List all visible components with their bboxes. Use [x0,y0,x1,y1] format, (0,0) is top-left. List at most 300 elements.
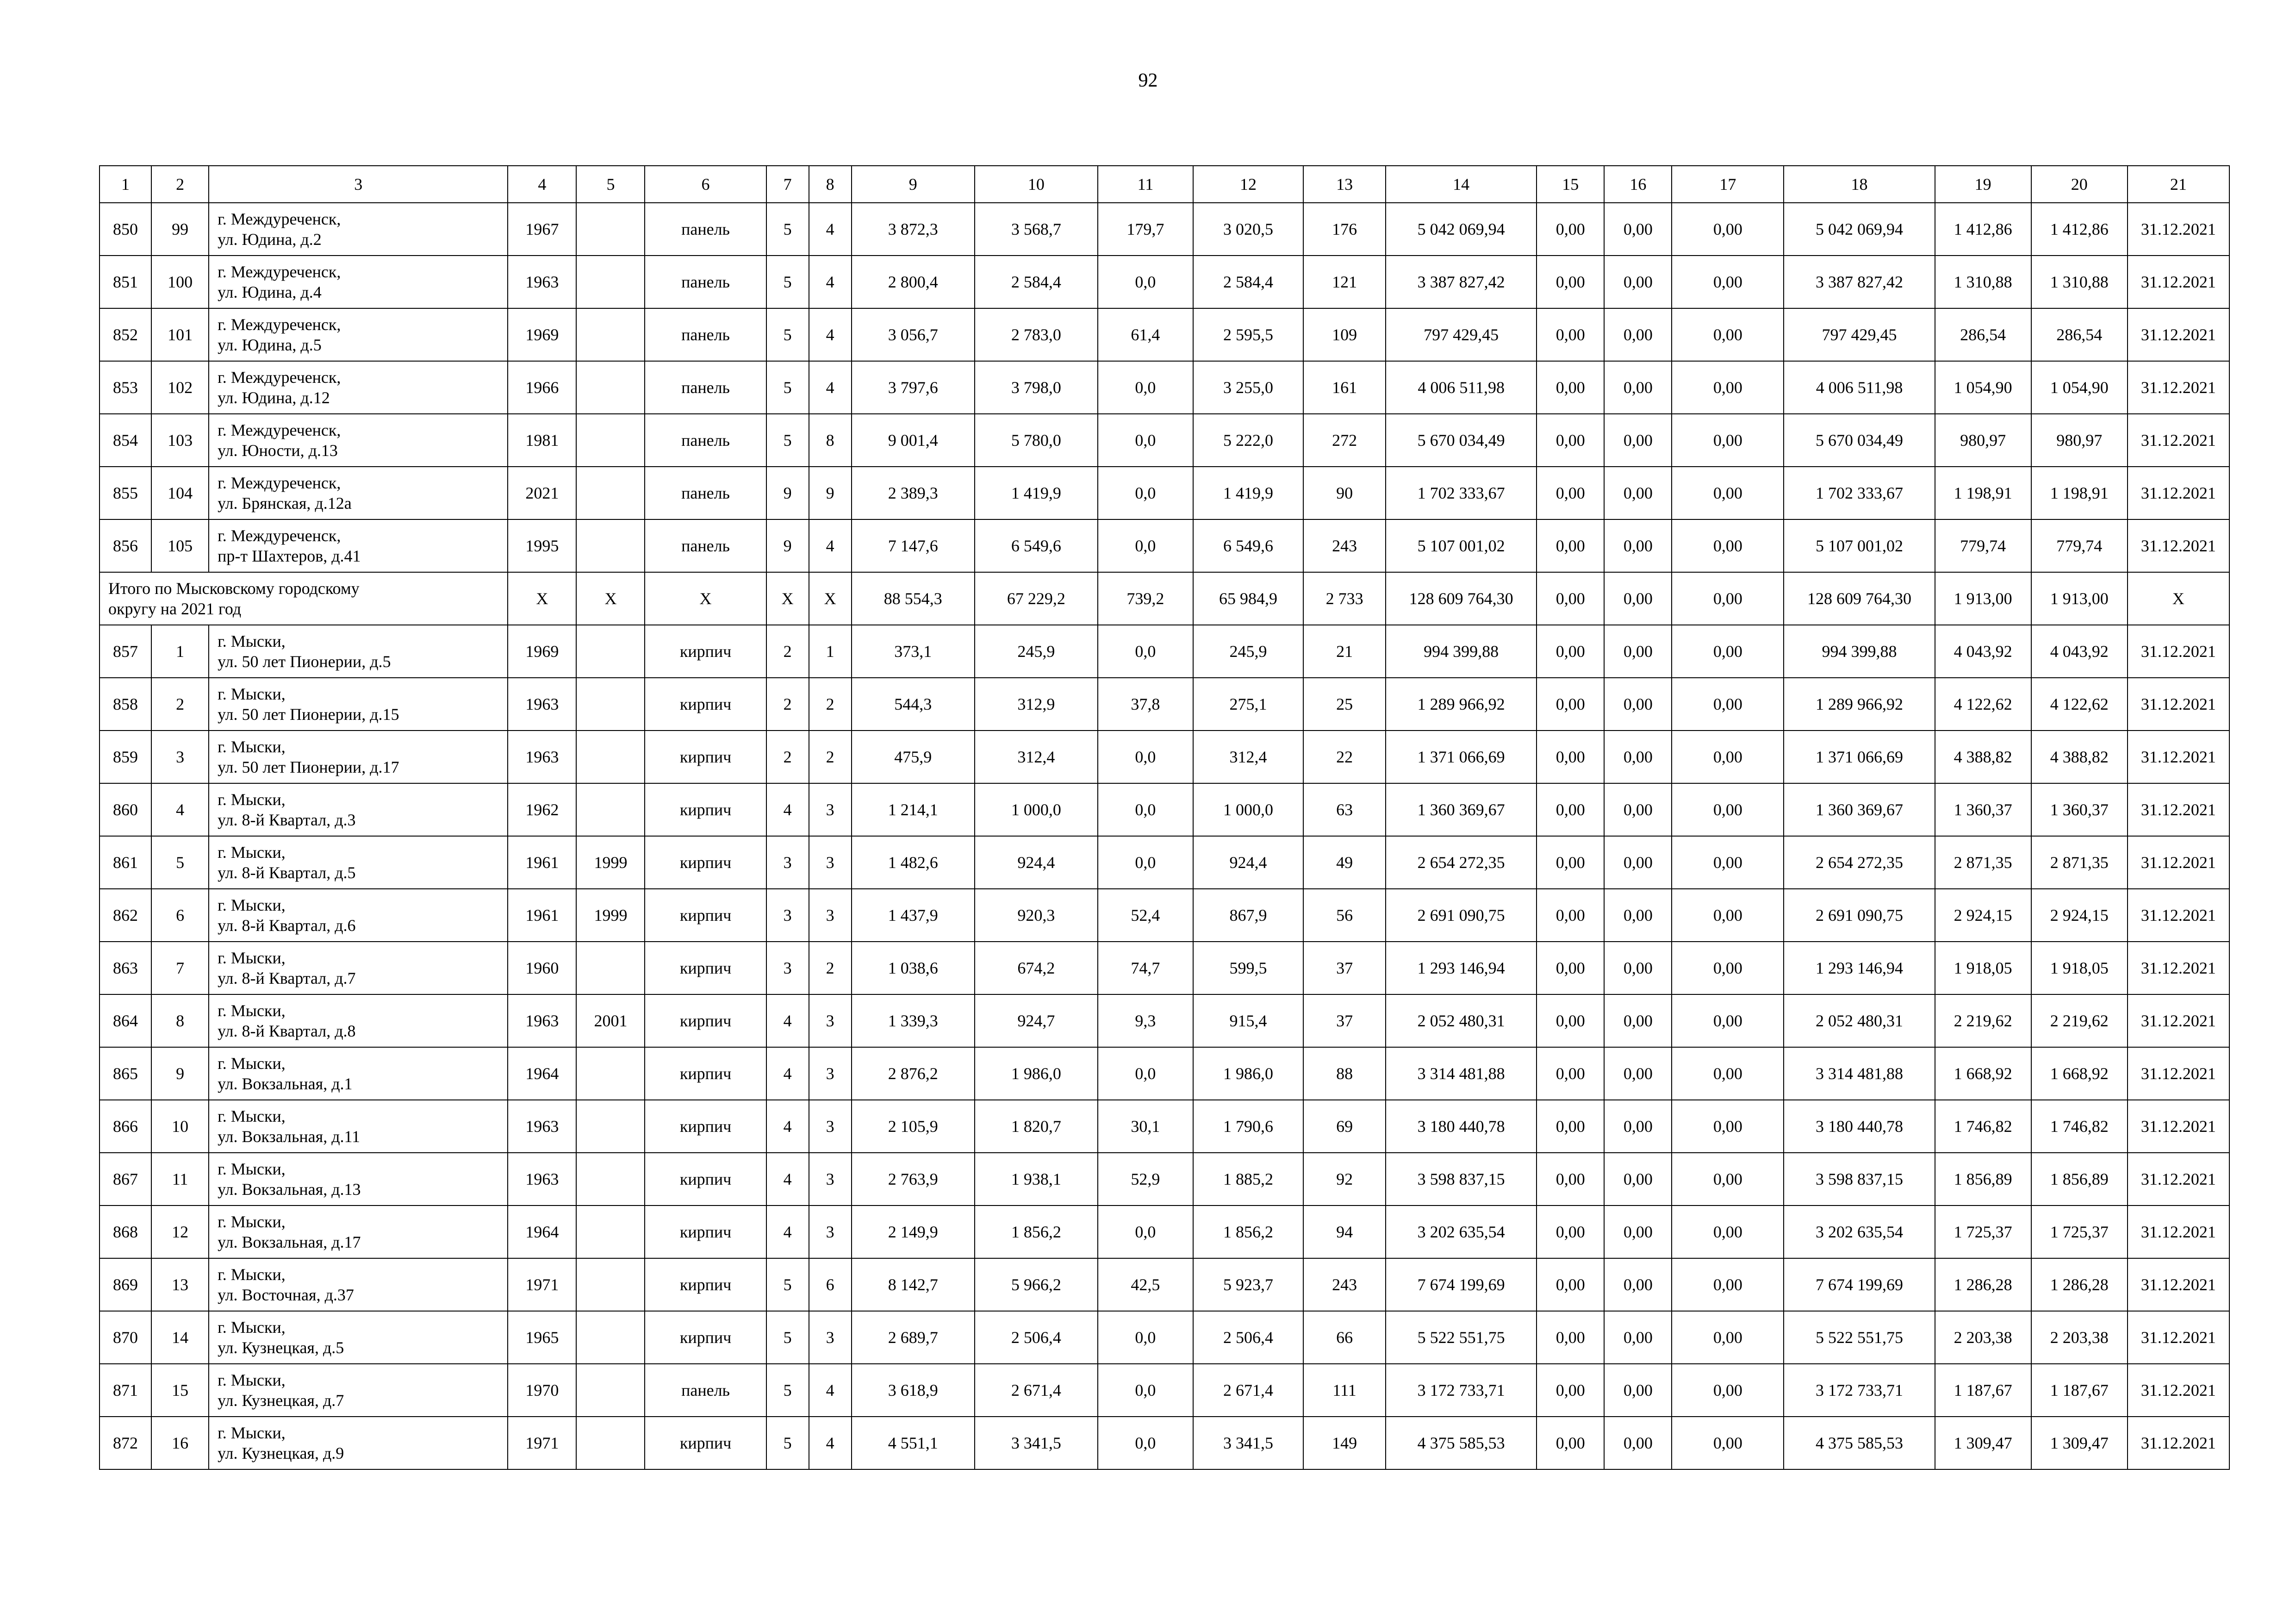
address-cell [209,203,508,256]
row-number-cell: 863 [100,942,151,994]
cell-col-20: 1 746,82 [2031,1100,2128,1153]
cell-col-4: 1970 [508,1364,576,1417]
address-line: г. Междуреченск, [218,368,341,387]
cell-col-20: 779,74 [2031,519,2128,572]
cell-col-20: 4 122,62 [2031,678,2128,731]
cell-col-8: 3 [809,1047,852,1100]
cell-col-14: 3 314 481,88 [1386,1047,1537,1100]
cell-col-21: 31.12.2021 [2128,1417,2229,1469]
cell-col-21: 31.12.2021 [2128,361,2229,414]
table-row [100,414,2229,467]
header-cell: 8 [809,166,852,203]
cell-col-19: 1 746,82 [1935,1100,2031,1153]
cell-col-5 [576,414,645,467]
cell-col-9: 1 038,6 [852,942,975,994]
cell-col-4: 1969 [508,625,576,678]
cell-col-20: 1 310,88 [2031,256,2128,308]
cell-col-10: 920,3 [975,889,1098,942]
cell-col-9: 1 214,1 [852,783,975,836]
cell-col-18: 1 289 966,92 [1784,678,1935,731]
header-cell: 3 [209,166,508,203]
address-cell [209,1047,508,1100]
header-cell: 9 [852,166,975,203]
cell-col-21: 31.12.2021 [2128,678,2229,731]
cell-col-12: 599,5 [1193,942,1303,994]
cell-col-12: 924,4 [1193,836,1303,889]
address-line: г. Мыски, [218,1371,286,1389]
cell-col-15: 0,00 [1537,1100,1604,1153]
cell-col-9: 2 689,7 [852,1311,975,1364]
cell-col-8: 4 [809,256,852,308]
cell-col-7: 9 [766,519,809,572]
cell-col-17: 0,00 [1672,1364,1784,1417]
address-cell [209,625,508,678]
cell-col-16: 0,00 [1604,1100,1672,1153]
cell-col-8: 9 [809,467,852,519]
cell-col-16: 0,00 [1604,414,1672,467]
row-number-cell: 867 [100,1153,151,1206]
cell-col-17: 0,00 [1672,203,1784,256]
cell-col-21: 31.12.2021 [2128,1206,2229,1258]
cell-col-21: 31.12.2021 [2128,1364,2229,1417]
cell-col-20: 1 668,92 [2031,1047,2128,1100]
cell-col-14: 994 399,88 [1386,625,1537,678]
cell-col-16: 0,00 [1604,1153,1672,1206]
cell-col-6: кирпич [645,783,766,836]
cell-col-7: 3 [766,942,809,994]
cell-col-5 [576,1258,645,1311]
table-row [100,994,2229,1047]
cell-col-14: 1 289 966,92 [1386,678,1537,731]
address-line: г. Междуреченск, [218,421,341,439]
cell-col-8: 4 [809,308,852,361]
address-cell [209,361,508,414]
cell-col-12: 5 222,0 [1193,414,1303,467]
row-number-cell: 854 [100,414,151,467]
row-number-cell: 857 [100,625,151,678]
cell-col-10: 1 986,0 [975,1047,1098,1100]
cell-col-17: 0,00 [1672,414,1784,467]
cell-col-16: 0,00 [1604,1417,1672,1469]
cell-col-10: 3 568,7 [975,203,1098,256]
cell-col-11: 0,0 [1098,1417,1193,1469]
address-line: г. Мыски, [218,1212,286,1231]
address-line: ул. Кузнецкая, д.5 [218,1338,344,1357]
address-line: г. Мыски, [218,1424,286,1442]
cell-col-17: 0,00 [1672,1047,1784,1100]
cell-col-5: X [576,572,645,625]
cell-col-17: 0,00 [1672,1311,1784,1364]
cell-col-9: 3 618,9 [852,1364,975,1417]
cell-col-19: 1 668,92 [1935,1047,2031,1100]
cell-col-21: 31.12.2021 [2128,889,2229,942]
cell-col-13: 243 [1303,1258,1386,1311]
cell-col-11: 0,0 [1098,1047,1193,1100]
cell-col-5 [576,1364,645,1417]
cell-col-15: 0,00 [1537,1258,1604,1311]
header-cell: 13 [1303,166,1386,203]
address-cell [209,519,508,572]
cell-col-9: 2 800,4 [852,256,975,308]
cell-col-16: 0,00 [1604,783,1672,836]
row-number-cell: 870 [100,1311,151,1364]
address-line: г. Междуреченск, [218,526,341,545]
cell-col-12: 1 790,6 [1193,1100,1303,1153]
cell-col-12: 2 506,4 [1193,1311,1303,1364]
header-cell: 19 [1935,166,2031,203]
cell-col-10: 1 938,1 [975,1153,1098,1206]
cell-col-18: 5 107 001,02 [1784,519,1935,572]
cell-col-10: 312,4 [975,731,1098,783]
cell-col-8: 3 [809,836,852,889]
cell-col-19: 4 122,62 [1935,678,2031,731]
cell-col-7: 4 [766,1206,809,1258]
cell-col-15: 0,00 [1537,1047,1604,1100]
housing-registry-table [99,165,2230,1470]
cell-col-13: 94 [1303,1206,1386,1258]
header-cell: 16 [1604,166,1672,203]
cell-col-20: 1 918,05 [2031,942,2128,994]
table-row [100,783,2229,836]
cell-col-13: 243 [1303,519,1386,572]
header-row [100,166,2229,203]
address-line: ул. 8-й Квартал, д.5 [218,863,356,882]
cell-col-19: 2 219,62 [1935,994,2031,1047]
table-row [100,1047,2229,1100]
cell-col-8: 3 [809,994,852,1047]
row-subnumber-cell: 104 [151,467,209,519]
cell-col-10: 2 671,4 [975,1364,1098,1417]
cell-col-15: 0,00 [1537,256,1604,308]
table-row [100,1206,2229,1258]
cell-col-8: 4 [809,519,852,572]
cell-col-11: 0,0 [1098,414,1193,467]
cell-col-9: 4 551,1 [852,1417,975,1469]
cell-col-21: 31.12.2021 [2128,783,2229,836]
cell-col-12: 867,9 [1193,889,1303,942]
cell-col-6: кирпич [645,1153,766,1206]
cell-col-6: панель [645,308,766,361]
cell-col-13: 109 [1303,308,1386,361]
cell-col-21: 31.12.2021 [2128,836,2229,889]
cell-col-4: 1969 [508,308,576,361]
cell-col-17: 0,00 [1672,783,1784,836]
cell-col-7: 5 [766,1258,809,1311]
cell-col-6: кирпич [645,942,766,994]
cell-col-17: 0,00 [1672,467,1784,519]
cell-col-10: 1 820,7 [975,1100,1098,1153]
row-subnumber-cell: 103 [151,414,209,467]
cell-col-13: 25 [1303,678,1386,731]
cell-col-21: 31.12.2021 [2128,942,2229,994]
header-cell: 5 [576,166,645,203]
cell-col-12: 915,4 [1193,994,1303,1047]
address-cell [209,1311,508,1364]
cell-col-5 [576,1047,645,1100]
cell-col-19: 1 054,90 [1935,361,2031,414]
row-subnumber-cell: 10 [151,1100,209,1153]
cell-col-16: 0,00 [1604,467,1672,519]
cell-col-7: 9 [766,467,809,519]
cell-col-21: 31.12.2021 [2128,519,2229,572]
cell-col-13: 121 [1303,256,1386,308]
cell-col-14: 3 202 635,54 [1386,1206,1537,1258]
cell-col-9: 2 149,9 [852,1206,975,1258]
address-line: пр-т Шахтеров, д.41 [218,547,361,565]
cell-col-18: 3 172 733,71 [1784,1364,1935,1417]
cell-col-4: 1963 [508,256,576,308]
row-subnumber-cell: 5 [151,836,209,889]
cell-col-13: 21 [1303,625,1386,678]
header-cell: 6 [645,166,766,203]
cell-col-9: 2 763,9 [852,1153,975,1206]
cell-col-18: 2 654 272,35 [1784,836,1935,889]
cell-col-7: 4 [766,1153,809,1206]
row-number-cell: 864 [100,994,151,1047]
address-line: ул. 50 лет Пионерии, д.5 [218,652,391,671]
cell-col-10: 924,7 [975,994,1098,1047]
cell-col-9: 3 872,3 [852,203,975,256]
cell-col-18: 5 042 069,94 [1784,203,1935,256]
address-line: г. Мыски, [218,1160,286,1178]
cell-col-13: 56 [1303,889,1386,942]
row-subnumber-cell: 1 [151,625,209,678]
cell-col-19: 4 043,92 [1935,625,2031,678]
cell-col-12: 3 341,5 [1193,1417,1303,1469]
cell-col-11: 0,0 [1098,836,1193,889]
cell-col-12: 2 595,5 [1193,308,1303,361]
header-cell: 14 [1386,166,1537,203]
cell-col-19: 1 913,00 [1935,572,2031,625]
address-line: ул. 8-й Квартал, д.3 [218,811,356,829]
cell-col-14: 3 598 837,15 [1386,1153,1537,1206]
cell-col-4: 1966 [508,361,576,414]
cell-col-21: 31.12.2021 [2128,414,2229,467]
cell-col-4: 1971 [508,1417,576,1469]
cell-col-19: 1 310,88 [1935,256,2031,308]
table-row [100,308,2229,361]
cell-col-6: кирпич [645,1417,766,1469]
cell-col-14: 7 674 199,69 [1386,1258,1537,1311]
cell-col-6: панель [645,467,766,519]
cell-col-18: 1 293 146,94 [1784,942,1935,994]
address-cell [209,1417,508,1469]
cell-col-14: 2 654 272,35 [1386,836,1537,889]
address-cell [209,308,508,361]
cell-col-12: 1 885,2 [1193,1153,1303,1206]
cell-col-8: 8 [809,414,852,467]
cell-col-7: 2 [766,678,809,731]
cell-col-20: 4 043,92 [2031,625,2128,678]
cell-col-4: 1967 [508,203,576,256]
cell-col-7: X [766,572,809,625]
cell-col-18: 3 314 481,88 [1784,1047,1935,1100]
cell-col-12: 275,1 [1193,678,1303,731]
cell-col-15: 0,00 [1537,1364,1604,1417]
cell-col-9: 373,1 [852,625,975,678]
cell-col-21: 31.12.2021 [2128,1311,2229,1364]
cell-col-4: 1962 [508,783,576,836]
cell-col-5 [576,1206,645,1258]
cell-col-15: 0,00 [1537,1311,1604,1364]
address-line: ул. Вокзальная, д.1 [218,1074,353,1093]
cell-col-12: 1 000,0 [1193,783,1303,836]
cell-col-12: 1 856,2 [1193,1206,1303,1258]
address-line: ул. Вокзальная, д.11 [218,1127,361,1146]
cell-col-13: 176 [1303,203,1386,256]
row-subnumber-cell: 14 [151,1311,209,1364]
cell-col-12: 65 984,9 [1193,572,1303,625]
cell-col-9: 1 437,9 [852,889,975,942]
cell-col-13: 111 [1303,1364,1386,1417]
cell-col-10: 312,9 [975,678,1098,731]
row-number-cell: 855 [100,467,151,519]
cell-col-15: 0,00 [1537,625,1604,678]
cell-col-19: 1 412,86 [1935,203,2031,256]
cell-col-9: 2 876,2 [852,1047,975,1100]
cell-col-19: 1 360,37 [1935,783,2031,836]
cell-col-17: 0,00 [1672,1153,1784,1206]
cell-col-6: кирпич [645,1100,766,1153]
row-subnumber-cell: 105 [151,519,209,572]
cell-col-14: 2 691 090,75 [1386,889,1537,942]
address-cell [209,994,508,1047]
cell-col-21: 31.12.2021 [2128,1100,2229,1153]
address-cell [209,1100,508,1153]
table-row [100,1364,2229,1417]
cell-col-14: 797 429,45 [1386,308,1537,361]
address-line: г. Мыски, [218,685,286,703]
address-line: г. Мыски, [218,896,286,914]
row-subnumber-cell: 3 [151,731,209,783]
row-number-cell: 862 [100,889,151,942]
cell-col-8: 4 [809,361,852,414]
cell-col-11: 0,0 [1098,519,1193,572]
cell-col-19: 1 187,67 [1935,1364,2031,1417]
cell-col-4: 1964 [508,1047,576,1100]
cell-col-11: 0,0 [1098,1206,1193,1258]
cell-col-21: 31.12.2021 [2128,256,2229,308]
cell-col-13: 161 [1303,361,1386,414]
table-row [100,889,2229,942]
table-row [100,1153,2229,1206]
cell-col-9: 3 797,6 [852,361,975,414]
table-row [100,678,2229,731]
address-line: г. Мыски, [218,737,286,756]
cell-col-8: 3 [809,1311,852,1364]
cell-col-14: 4 375 585,53 [1386,1417,1537,1469]
cell-col-17: 0,00 [1672,361,1784,414]
cell-col-5 [576,203,645,256]
cell-col-10: 245,9 [975,625,1098,678]
cell-col-17: 0,00 [1672,625,1784,678]
row-subnumber-cell: 13 [151,1258,209,1311]
cell-col-20: 1 412,86 [2031,203,2128,256]
cell-col-15: 0,00 [1537,783,1604,836]
cell-col-10: 3 341,5 [975,1417,1098,1469]
row-subnumber-cell: 102 [151,361,209,414]
cell-col-17: 0,00 [1672,1206,1784,1258]
cell-col-11: 52,4 [1098,889,1193,942]
cell-col-5 [576,361,645,414]
cell-col-10: 5 966,2 [975,1258,1098,1311]
cell-col-13: 37 [1303,994,1386,1047]
cell-col-8: 2 [809,942,852,994]
cell-col-11: 30,1 [1098,1100,1193,1153]
address-cell [209,836,508,889]
address-cell [209,1206,508,1258]
cell-col-6: кирпич [645,1258,766,1311]
row-number-cell: 856 [100,519,151,572]
cell-col-6: кирпич [645,731,766,783]
cell-col-17: 0,00 [1672,942,1784,994]
cell-col-7: 5 [766,1364,809,1417]
cell-col-20: 1 286,28 [2031,1258,2128,1311]
cell-col-18: 994 399,88 [1784,625,1935,678]
cell-col-18: 5 670 034,49 [1784,414,1935,467]
cell-col-18: 1 360 369,67 [1784,783,1935,836]
cell-col-7: 4 [766,994,809,1047]
cell-col-20: 1 913,00 [2031,572,2128,625]
total-label-line: Итого по Мысковскому городскому [108,579,360,598]
cell-col-8: 1 [809,625,852,678]
header-cell: 15 [1537,166,1604,203]
table-row [100,467,2229,519]
address-cell [209,942,508,994]
table-row [100,836,2229,889]
cell-col-5 [576,942,645,994]
cell-col-11: 9,3 [1098,994,1193,1047]
cell-col-9: 475,9 [852,731,975,783]
cell-col-15: 0,00 [1537,203,1604,256]
cell-col-12: 6 549,6 [1193,519,1303,572]
cell-col-15: 0,00 [1537,467,1604,519]
cell-col-14: 3 387 827,42 [1386,256,1537,308]
cell-col-14: 3 180 440,78 [1386,1100,1537,1153]
cell-col-9: 1 339,3 [852,994,975,1047]
cell-col-11: 0,0 [1098,625,1193,678]
cell-col-10: 5 780,0 [975,414,1098,467]
address-line: г. Мыски, [218,1001,286,1020]
cell-col-18: 797 429,45 [1784,308,1935,361]
address-line: г. Междуреченск, [218,262,341,281]
address-cell [209,414,508,467]
cell-col-16: 0,00 [1604,625,1672,678]
cell-col-5 [576,1100,645,1153]
cell-col-10: 1 000,0 [975,783,1098,836]
cell-col-7: 4 [766,783,809,836]
cell-col-4: 1963 [508,731,576,783]
cell-col-8: 3 [809,1206,852,1258]
cell-col-10: 2 506,4 [975,1311,1098,1364]
cell-col-16: 0,00 [1604,361,1672,414]
cell-col-12: 2 671,4 [1193,1364,1303,1417]
cell-col-10: 2 783,0 [975,308,1098,361]
total-row [100,572,2229,625]
cell-col-4: 1961 [508,836,576,889]
cell-col-4: 2021 [508,467,576,519]
cell-col-19: 980,97 [1935,414,2031,467]
cell-col-9: 2 389,3 [852,467,975,519]
cell-col-15: 0,00 [1537,731,1604,783]
cell-col-21: 31.12.2021 [2128,467,2229,519]
cell-col-7: 5 [766,414,809,467]
cell-col-15: 0,00 [1537,519,1604,572]
cell-col-7: 4 [766,1100,809,1153]
row-subnumber-cell: 9 [151,1047,209,1100]
address-line: ул. Восточная, д.37 [218,1286,354,1304]
cell-col-6: панель [645,414,766,467]
